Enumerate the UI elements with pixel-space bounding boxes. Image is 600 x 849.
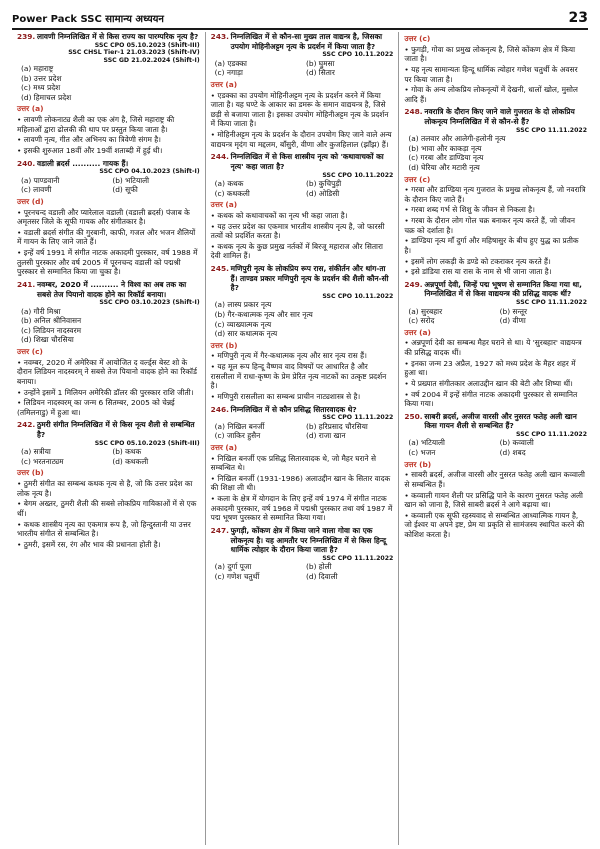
option: (a) सुरबहार (408, 306, 443, 316)
question-block (404, 34, 587, 104)
question-block (211, 405, 394, 523)
exam-source: SSC CPO 10.11.2022 (322, 171, 394, 179)
question-number: 245. (210, 264, 229, 273)
explanation-point: • गरबा और डाण्डिया नृत्य गुजरात के प्रमुख लोकनृत्य हैं, जो नवरात्रि के दौरान किए जाते हैं। (404, 185, 587, 204)
option: (a) लास्य प्रकार नृत्य (214, 300, 272, 310)
explanation-point: • मोहिनीअट्टम नृत्य के प्रदर्शन के दौरान उपयोग किए जाने वाले अन्य वाद्ययन्त्र मृदंग या मद्दलम, बाँसुरी, वीणा और कुजहिलाल (झाँझ) हैं। (211, 130, 394, 149)
options-list (211, 562, 394, 581)
option: (c) सरोद (408, 316, 435, 326)
question-text: नवरात्रि के दौरान किए जाने वाले गुजरात के दो लोकप्रिय लोकनृत्य निम्नलिखित में से कौन-से हैं? (424, 107, 575, 126)
explanation-point: • पूरनचन्द वडाली और प्यारेलाल वडाली (वडाली ब्रदर्स) पंजाब के अमृतसर जिले के सूफी गायक और संगीतकार है। (17, 208, 200, 227)
explanation-point: • मणिपुरी रासलीला का सम्बन्ध प्राचीन नाट्यशास्त्र से है। (211, 392, 394, 402)
option: (c) कथकली (214, 188, 250, 198)
answer-label: उत्तर (c) (404, 34, 431, 43)
page-number: 23 (568, 10, 588, 26)
question-number: 249. (404, 279, 423, 289)
question-text: साबरी ब्रदर्स, अजीज वारसी और नुसरत फतेह अली खान किस गायन शैली से सम्बन्धित हैं? (424, 411, 577, 431)
option: (a) निखिल बनर्जी (214, 421, 265, 431)
option: (c) जाकिर हुसैन (214, 431, 261, 441)
option: (d) शिखा चौरसिया (21, 335, 74, 345)
explanation-point: • कला के क्षेत्र में योगदान के लिए इन्हें वर्ष 1974 में संगीत नाटक अकादमी पुरस्कार, वर्ष 1968 में पद्मश्री पुरस्कार तथा वर्ष 1987 में पद्म भूषण पुरस्कार से सम्मानित किया गया। (211, 494, 394, 523)
question-number: 246. (210, 404, 229, 414)
explanation-point: • साबरी ब्रदर्स, अजीज वारसी और नुसरत फतेह अली खान कव्वाली से सम्बन्धित हैं। (404, 470, 587, 489)
answer-label: उत्तर (b) (17, 468, 44, 478)
options-list (404, 307, 587, 326)
option: (b) उत्तर प्रदेश (21, 73, 62, 83)
question-head (404, 280, 587, 299)
option: (c) मध्य प्रदेश (21, 83, 61, 93)
question-head (17, 32, 200, 42)
options-list (17, 176, 200, 195)
answer-label: उत्तर (a) (210, 79, 238, 89)
question-block (17, 32, 200, 156)
option: (a) तलवार और आलेगी-हलोनी नृत्य (408, 134, 506, 144)
answer-label: उत्तर (a) (404, 327, 431, 337)
explanation-point: • वर्ष 2004 में इन्हें संगीत नाटक अकादमी पुरस्कार से सम्मानित किया गया। (404, 390, 587, 409)
question-text: निम्नलिखित में से किस शास्त्रीय नृत्य को 'कथावाचकों का नृत्य' कहा जाता है? (230, 152, 384, 171)
question-head (17, 420, 200, 439)
option: (a) एडक्का (214, 58, 247, 68)
answer-label: उत्तर (d) (17, 196, 44, 206)
explanation-point: • कथक नृत्य के कुछ प्रमुख नर्तकों में बिरजू महाराज और सितारा देवी शामिल हैं। (211, 242, 394, 261)
question-block (17, 280, 200, 418)
option: (a) महाराष्ट्र (21, 63, 54, 73)
explanation-point: • एडक्का का उपयोग मोहिनीअट्टम नृत्य के प्रदर्शन करने में किया जाता है। यह घण्टे के आकार का डमरू के समान वाद्ययन्त्र है, जिसे छड़ी से बजाया जाता है। इसका उपयोग मोहिनीअट्टम नृत्य के प्रदर्शन में किया जाता है। (211, 91, 394, 130)
question-head (211, 526, 394, 555)
options-list (211, 59, 394, 78)
option: (b) अनिल श्रीनिवासन (21, 316, 82, 326)
question-text: लावणी निम्नलिखित में से किस राज्य का पारम्परिक नृत्य है? (37, 32, 199, 41)
option: (d) ओडिसी (306, 188, 340, 198)
exam-source: SSC CPO 03.10.2023 (Shift-I) (99, 299, 200, 307)
question-head (17, 159, 200, 169)
option: (c) गरबा और डाण्डिया नृत्य (408, 153, 484, 163)
option: (c) भरतनाट्यम (21, 456, 64, 466)
exam-source: SSC CPO 11.11.2022 (516, 126, 588, 134)
explanation-point: • कथक शास्त्रीय नृत्य का एकमात्र रूप है, जो हिन्दुस्तानी या उत्तर भारतीय संगीत से सम्बन्धित है। (17, 520, 200, 539)
explanation-point: • लावणी लोकनाट्य शैली का एक अंग है, जिसे महाराष्ट्र की महिलाओं द्वारा ढोलकी की थाप पर प्रस्तुत किया जाता है। (17, 115, 200, 134)
option: (d) राजा खान (306, 431, 346, 441)
exam-source: SSC CPO 11.11.2022 (322, 414, 394, 422)
question-text: ठुमरी संगीत निम्नलिखित में से किस नृत्य शैली से सम्बन्धित है? (37, 420, 195, 440)
option: (a) कथक (214, 179, 244, 188)
question-block (404, 107, 587, 276)
option: (c) लिडियन नादस्वरम (21, 325, 82, 335)
question-number: 250. (404, 411, 423, 421)
question-block (211, 32, 394, 149)
question-block (17, 159, 200, 277)
question-block (211, 264, 394, 402)
option: (d) वीणा (499, 316, 526, 326)
option: (b) भावा और काकड़ा नृत्य (408, 143, 482, 153)
option: (b) होली (306, 562, 332, 572)
option: (a) पाण्डवानी (21, 175, 60, 185)
question-number: 244. (210, 152, 229, 162)
option: (d) सूफी (112, 185, 138, 195)
option: (d) सार कथात्मक नृत्य (214, 329, 278, 339)
question-number: 247. (210, 525, 229, 535)
explanation-point: • ठुमरी संगीत का सम्बन्ध कथक नृत्य से है, जो कि उत्तर प्रदेश का लोक नृत्य है। (17, 479, 200, 498)
explanation-point: • नवम्बर, 2020 में अमेरिका में आयोजित द वर्ल्ड्स बेस्ट शो के दौरान लिडियन नादस्वरम् ने सबसे तेज पियानो वादक होने का रिकॉर्ड बनाया। (17, 358, 200, 387)
options-list (211, 179, 394, 198)
question-number: 239. (17, 32, 36, 41)
option: (c) गणेश चतुर्थी (214, 571, 260, 581)
option: (d) कथकली (112, 456, 149, 466)
explanation-point: • फुगड़ी, गोवा का प्रमुख लोकनृत्य है, जिसे कोंकण क्षेत्र में किया जाता है। (404, 45, 587, 64)
explanation-point: • अन्नपूर्णा देवी का सम्बन्ध मैहर घराने से था। ये 'सुरबहार' वाद्ययन्त्र की प्रसिद्ध वादक थीं। (404, 338, 587, 357)
question-text: फुगड़ी, कोंकण क्षेत्र में किया जाने वाला गोवा का एक लोकनृत्य है। यह आमतौर पर निम्नलिखित में से किस हिन्दू धार्मिक त्योहार के दौरान किया जाता है? (230, 525, 386, 555)
question-number: 241. (17, 279, 36, 289)
option: (a) सत्रीया (21, 447, 51, 457)
question-head (211, 32, 394, 51)
option: (b) भटियाली (112, 175, 150, 185)
page-header (12, 4, 588, 30)
option: (b) गैर-कथात्मक नृत्य और सार नृत्य (214, 309, 313, 319)
explanation-point: • लावणी नृत्य, गीत और अभिनय का त्रिवेणी संगम है। (17, 135, 200, 145)
answer-label: उत्तर (b) (404, 459, 432, 469)
question-block (211, 152, 394, 261)
option: (d) हिमाचल प्रदेश (21, 92, 72, 102)
explanation-point: • निखिल बनर्जी (1931-1986) अलाउद्दीन खान के सितार वादक की शिक्षा ली थी। (211, 474, 394, 493)
option: (a) दुर्गा पूजा (214, 562, 252, 572)
explanation-point: • वडाली ब्रदर्स संगीत की गुरबानी, काफी, गजल और भजन शैलियों में गायन के लिए जाने जाते हैं। (17, 228, 200, 247)
exam-source: SSC CPO 11.11.2022 (516, 431, 588, 438)
question-number: 240. (17, 158, 36, 168)
explanation-point: • कथक को कथावाचकों का नृत्य भी कहा जाता है। (211, 211, 394, 221)
options-list (211, 300, 394, 339)
explanation-point: • इसे डांडिया रास या रास के नाम से भी जाना जाता है। (404, 267, 587, 277)
explanation-point: • गरबा शब्द गर्भ से शिशु के जीवन से निकला है। (404, 205, 587, 215)
question-head (404, 412, 587, 431)
explanation-point: • डाण्डिया नृत्य माँ दुर्गा और महिषासुर के बीच हुए युद्ध का प्रतीक है। (404, 236, 587, 255)
column-right (398, 32, 592, 845)
explanation-point: • ठुमरी, इसमें रस, रंग और भाव की प्रधानता होती है। (17, 540, 200, 550)
explanation-point: • यह उत्तर प्रदेश का एकमात्र भारतीय शास्त्रीय नृत्य है, जो फारसी तत्वों को प्रदर्शित करता है। (211, 222, 394, 241)
explanation-point: • इसकी शुरुआत 18वीं और 19वीं शताब्दी में हुई थी। (17, 146, 200, 156)
options-list (404, 438, 587, 457)
option: (b) घुमसा (306, 58, 335, 68)
option: (b) हरिप्रसाद चौरसिया (306, 421, 368, 431)
explanation-point: • गोवा के अन्य लोकप्रिय लोकनृत्यों में देखनी, धालों खोल, मुसोल आदि हैं। (404, 85, 587, 104)
explanation-point: • कव्वाली एक सूफी रहस्यवाद से सम्बन्धित आध्यात्मिक गायन है, जो ईश्वर या अपने इष्ट, प्रेम या प्रकृति से सामंजस्य स्थापित करने की कोशिश करता है। (404, 511, 587, 540)
option: (b) कव्वाली (499, 438, 534, 448)
question-text: अन्नपूर्णा देवी, जिन्हें पद्म भूषण से सम्मानित किया गया था, निम्नलिखित में से किस वाद्ययन्त्र की प्रसिद्ध वादक थीं? (424, 279, 582, 299)
content-columns (12, 32, 592, 845)
question-text: मणिपुरी नृत्य के लोकप्रिय रूप रास, संकीर्तन और थांग-ता हैं। ताण्डव प्रकार मणिपुरी नृत्य के प्रदर्शन की शैली कौन-सी है? (230, 264, 389, 293)
options-list (404, 134, 587, 173)
question-text: वडाली ब्रदर्स .......... गायक हैं। (37, 158, 129, 168)
question-number: 248. (404, 107, 423, 117)
question-head (211, 405, 394, 415)
question-block (404, 412, 587, 540)
option: (b) कथक (112, 447, 142, 457)
options-list (17, 64, 200, 103)
option: (d) शबद (499, 448, 526, 458)
answer-label: उत्तर (c) (404, 174, 431, 184)
question-number: 242. (17, 420, 36, 430)
option: (a) गौरी मिश्रा (21, 306, 61, 316)
question-text: नवम्बर, 2020 में .......... ने विश्व का अब तक का सबसे तेज पियानो वादक होने का रिकॉर्ड बनाया। (37, 279, 187, 299)
option: (c) भजन (408, 448, 436, 458)
explanation-point: • यह मूल रूप हिन्दू वैष्णव वाद विषयों पर आधारित है और रासलीला में राधा-कृष्ण के प्रेम प्रेरित नृत्य नाटकों का उत्कृष्ट प्रदर्शन है। (211, 362, 394, 391)
question-text: निम्नलिखित में से कौन-सा मुख्य ताल वाद्यन्त्र है, जिसका उपयोग मोहिनीअट्टम नृत्य के प्रदर्शन में किया जाता है? (230, 32, 383, 51)
explanation-point: • निखिल बनर्जी एक प्रसिद्ध सितारवादक थे, जो मैहर घराने से सम्बन्धित थे। (211, 454, 394, 473)
options-list (211, 422, 394, 441)
explanation-point: • बेगम अख्तर, ठुमरी शैली की सबसे लोकप्रिय गायिकाओं में से एक थीं। (17, 499, 200, 518)
question-text: निम्नलिखित में से कौन प्रसिद्ध सितारवादक थे? (230, 404, 357, 414)
exam-source: SSC CHSL Tier-1 21.03.2023 (Shift-IV) (68, 49, 200, 57)
exam-source: SSC CPO 05.10.2023 (Shift-III) (94, 439, 200, 447)
answer-label: उत्तर (c) (17, 347, 43, 357)
exam-source: SSC CPO 04.10.2023 (Shift-I) (99, 168, 200, 176)
question-head (17, 280, 200, 299)
exam-source: SSC CPO 05.10.2023 (Shift-III) (94, 41, 200, 49)
option: (b) कुचिपुड़ी (306, 179, 342, 188)
option: (d) घेरिया और मटारी नृत्य (408, 162, 480, 172)
question-head (211, 152, 394, 171)
options-list (17, 447, 200, 466)
column-middle (205, 32, 399, 845)
option: (c) नगाड़ा (214, 68, 243, 78)
exam-source: SSC CPO 11.11.2022 (322, 554, 394, 562)
question-head (404, 107, 587, 126)
explanation-point: • लिडियन नादस्वरम् का जन्म 6 सितम्बर, 2005 को चेन्नई (तमिलनाडु) में हुआ था। (17, 398, 200, 417)
explanation-point: • इन्हें वर्ष 1991 में संगीत नाटक अकादमी पुरस्कार, वर्ष 1988 में तुलसी पुरस्कार और वर्ष 2005 में पूरनचन्द वडाली को पद्मश्री पुरस्कार से सम्मानित किया जा चुका है। (17, 248, 200, 277)
explanation-point: • कव्वाली गायन शैली पर प्रसिद्धि पाने के कारण नुसरत फतेह अली खान को जाना है, जिसे साबरी ब्रदर्स ने आगे बढ़ाया था। (404, 491, 587, 510)
exam-source: SSC CPO 11.11.2022 (516, 299, 588, 307)
explanation-point: • यह नृत्य सामान्यतः हिन्दू धार्मिक त्योहार गणेश चतुर्थी के अवसर पर किया जाता है। (404, 65, 587, 84)
option: (c) व्याख्यात्मक नृत्य (214, 319, 272, 329)
exam-source: SSC CPO 10.11.2022 (322, 292, 394, 300)
explanation-point: • गरबा के दौरान लोग गोल चक्र बनाकर नृत्य करते हैं, जो जीवन चक्र को दर्शाता है। (404, 216, 587, 235)
explanation-point: • इसमें लोग लकड़ी के डण्डे को टकराकर नृत्य करते हैं। (404, 257, 587, 267)
option: (d) सितार (306, 68, 335, 78)
explanation-point: • उन्होंने इसमें 1 मिलियन अमेरिकी डॉलर की पुरस्कार राशि जीती। (17, 388, 200, 398)
option: (c) लावणी (21, 185, 52, 195)
book-title: Power Pack SSC सामान्य अध्ययन (12, 14, 164, 25)
answer-label: उत्तर (a) (210, 442, 238, 452)
column-left (12, 32, 205, 845)
explanation-point: • ये प्रख्यात संगीतकार अलाउद्दीन खान की बेटी और शिष्या थीं। (404, 379, 587, 389)
option: (a) भटियाली (408, 438, 445, 448)
explanation-point: • इनका जन्म 23 अप्रैल, 1927 को मध्य प्रदेश के मैहर शहर में हुआ था। (404, 359, 587, 378)
explanation-point: • मणिपुरी नृत्य में गैर-कथात्मक नृत्य और सार नृत्य रास हैं। (211, 351, 394, 361)
exam-source: SSC CPO 10.11.2022 (322, 51, 394, 59)
question-block (17, 420, 200, 549)
answer-label: उत्तर (b) (210, 340, 238, 350)
answer-label: उत्तर (a) (17, 104, 44, 114)
question-block (211, 526, 394, 582)
question-head (211, 264, 394, 293)
question-number: 243. (210, 32, 229, 41)
option: (b) सन्तूर (499, 306, 527, 316)
options-list (17, 307, 200, 346)
answer-label: उत्तर (a) (210, 200, 238, 210)
option: (d) दिवाली (306, 571, 338, 581)
exam-source: SSC GD 21.02.2024 (Shift-I) (103, 56, 200, 64)
question-block (404, 280, 587, 409)
